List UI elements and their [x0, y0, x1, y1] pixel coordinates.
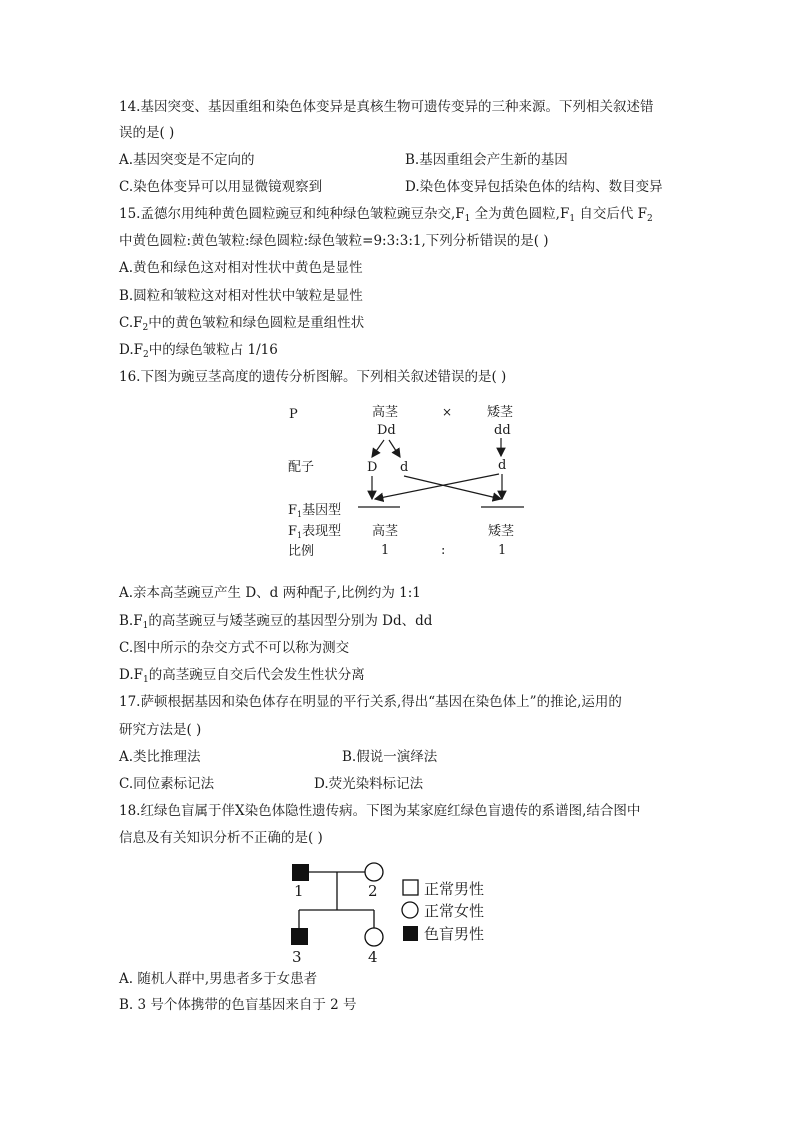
q15-option-a: A.黄色和绿色这对相对性状中黄色是显性 [119, 260, 363, 276]
q17-stem-line2: 研究方法是( ) [119, 722, 202, 738]
q17-option-c: C.同位素标记法 [119, 776, 215, 792]
q17-option-d: D.荧光染料标记法 [314, 776, 424, 792]
q14-option-a: A.基因突变是不定向的 [119, 152, 255, 168]
diagram-gamete-label: 配子 [288, 460, 315, 475]
diagram-short-parent: 矮茎 [487, 405, 514, 420]
pedigree-label-2: 2 [368, 882, 378, 900]
legend-normal-male-symbol [403, 880, 418, 895]
legend-affected-male-symbol [403, 926, 418, 941]
diagram-ratio-colon: : [441, 543, 446, 558]
q17-stem-line1: 17.萨顿根据基因和染色体存在明显的平行关系,得出“基因在染色体上”的推论,运用的 [119, 694, 622, 710]
q15-stem-line1: 15.孟德尔用纯种黄色圆粒豌豆和纯种绿色皱粒豌豆杂交$,F_1$ 全为黄色圆粒$,F_1$ 自交后代 $F_2$ [119, 206, 653, 224]
pedigree-label-4: 4 [368, 948, 378, 966]
q15-option-d: $D.F_2$中的绿色皱粒占 1/16 [119, 342, 278, 360]
diagram-cross-symbol: × [442, 405, 453, 419]
legend-normal-female: 正常女性 [424, 902, 485, 920]
q14-stem-line2: 误的是( ) [119, 125, 175, 141]
q14-option-b: B.基因重组会产生新的基因 [405, 152, 568, 168]
pedigree-affected-male-3 [291, 928, 308, 945]
q18-option-b: B. 3 号个体携带的色盲基因来自于 2 号 [119, 997, 357, 1013]
diagram-gamete-d2: d [498, 458, 507, 473]
diagram-f1-short: 矮茎 [488, 524, 515, 539]
diagram-gamete-d1: d [400, 460, 409, 475]
q17-option-b: B.假说一演绎法 [342, 749, 438, 765]
q16-option-b: $B.F_1$的高茎豌豆与矮茎豌豆的基因型分别为 Dd、dd [119, 613, 433, 631]
q15-option-b: B.圆粒和皱粒这对相对性状中皱粒是显性 [119, 288, 363, 304]
diagram-f1-phenotype-label: $F_1$表现型 [288, 524, 342, 540]
diagram-f1-genotype-label: $F_1$基因型 [288, 503, 342, 519]
q18-option-a: A. 随机人群中,男患者多于女患者 [119, 971, 318, 987]
legend-normal-male: 正常男性 [424, 880, 485, 898]
q18-stem-line2: 信息及有关知识分析不正确的是( ) [119, 830, 323, 846]
q16-option-d: $D.F_1$的高茎豌豆自交后代会发生性状分离 [119, 667, 365, 685]
q17-option-a: A.类比推理法 [119, 749, 201, 765]
diagram-ratio-label: 比例 [288, 544, 315, 559]
pedigree-female-4 [365, 928, 383, 946]
q14-option-d: D.染色体变异包括染色体的结构、数目变异 [405, 179, 663, 195]
diagram-short-genotype: dd [494, 423, 511, 438]
diagram-p-label: P [289, 407, 298, 422]
q16-option-a: A.亲本高茎豌豆产生 D、d 两种配子,比例约为 1:1 [119, 585, 421, 601]
legend-affected-male: 色盲男性 [424, 925, 485, 943]
q16-option-c: C.图中所示的杂交方式不可以称为测交 [119, 640, 350, 656]
diagram-tall-parent: 高茎 [372, 405, 399, 420]
q14-option-c: C.染色体变异可以用显微镜观察到 [119, 179, 323, 195]
pedigree-affected-male-1 [292, 864, 309, 881]
diagram-gamete-D: D [367, 460, 378, 475]
pedigree-female-2 [365, 863, 383, 881]
q14-stem-line1: 14.基因突变、基因重组和染色体变异是真核生物可遗传变异的三种来源。下列相关叙述错 [119, 99, 654, 115]
diagram-ratio-left: 1 [381, 543, 390, 558]
diagram-f1-tall: 高茎 [372, 524, 399, 539]
diagram-ratio-right: 1 [498, 543, 507, 558]
pedigree-label-1: 1 [294, 882, 304, 900]
q15-option-c: $C.F_2$中的黄色皱粒和绿色圆粒是重组性状 [119, 315, 365, 333]
q15-stem-line2: 中黄色圆粒:黄色皱粒:绿色圆粒:绿色皱粒=9:3:3:1,下列分析错误的是( ) [119, 233, 549, 249]
legend-normal-female-symbol [402, 902, 418, 918]
q18-stem-line1: 18.红绿色盲属于伴X染色体隐性遗传病。下图为某家庭红绿色盲遗传的系谱图,结合图中 [119, 803, 641, 819]
q16-stem: 16.下图为豌豆茎高度的遗传分析图解。下列相关叙述错误的是( ) [119, 369, 507, 385]
diagram-tall-genotype: Dd [377, 423, 396, 438]
pedigree-label-3: 3 [292, 948, 302, 966]
